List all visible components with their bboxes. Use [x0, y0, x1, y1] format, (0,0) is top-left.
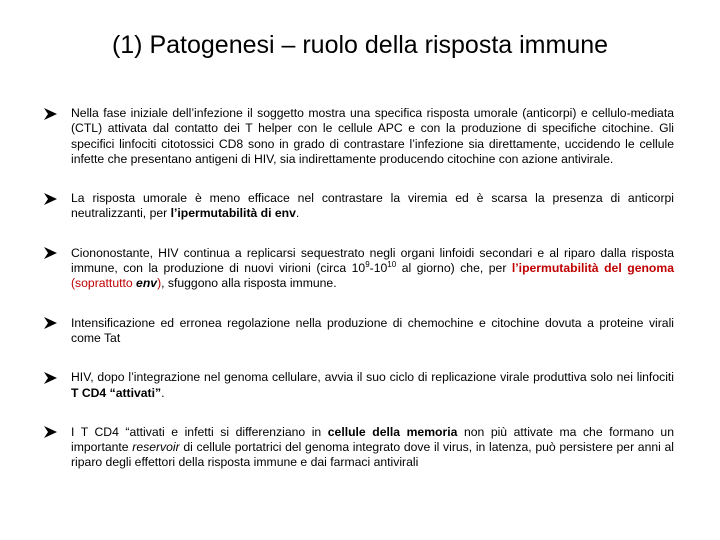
bullet-item-6	[44, 425, 674, 471]
bullet-emphasis: T CD4 “attivati”	[71, 385, 162, 400]
bullet-text: non più attivate ma che formano un importante	[71, 424, 674, 455]
bullet-text: HIV, dopo l’integrazione nel genoma cellulare, avvia il suo ciclo di replicazione virale produttiva solo nei linfociti	[71, 370, 674, 385]
bullet-list	[44, 106, 674, 471]
superscript: 10	[387, 260, 397, 270]
bullet-text: Intensificazione ed erronea regolazione nella produzione di chemochine e citochine dovuta a proteine virali come Tat	[71, 315, 674, 345]
bullet-text: al giorno) che, per	[396, 261, 512, 276]
arrow-bullet-icon	[44, 191, 58, 206]
bullet-item-1	[44, 106, 674, 167]
red-text: )	[157, 276, 162, 291]
bullet-item-5	[44, 370, 674, 401]
bullet-text: Ciononostante, HIV continua a replicarsi sequestrato negli organi linfoidi secondari e al riparo dalla risposta immune, con la produzione di nuovi virioni (circa 10	[71, 245, 674, 276]
bullet-text: .	[161, 385, 165, 400]
bullet-item-4	[44, 316, 674, 347]
bullet-italic: reservoir	[132, 440, 180, 455]
bullet-item-3	[44, 246, 674, 292]
bullet-text: .	[295, 206, 300, 221]
superscript: 9	[365, 260, 370, 270]
bullet-text: , sfuggono alla risposta immune.	[161, 276, 337, 291]
bullet-emphasis: cellule della memoria	[327, 424, 458, 439]
arrow-bullet-icon	[44, 106, 58, 121]
red-emphasis: l’ipermutabilità del genoma	[511, 261, 674, 276]
bullet-text: -10	[369, 261, 388, 276]
bullet-item-2	[44, 191, 674, 222]
arrow-bullet-icon	[44, 316, 58, 331]
red-text: (soprattutto	[71, 276, 137, 291]
bullet-text: di cellule portatrici del genoma integrato dove il virus, in latenza, può persistere per anni al riparo degli effettori della risposta immune e dai farmaci antivirali	[71, 440, 675, 470]
bullet-text: Nella fase iniziale dell’infezione il soggetto mostra una specifica risposta umorale (anticorpi) e cellulo-mediata (CTL) attivata dal contatto dei T helper con le cellule APC e con la produzione di specifiche citochine. Gli specifici linfociti citotossici CD8 sono in grado di contrastare l’infezione sia direttamente, uccidendo le cellule infette che presentano antigeni di HIV, sia indirettamente producendo citochine con azione antivirale.	[71, 106, 674, 166]
bullet-text: I T CD4 “attivati e infetti si differenziano in	[71, 424, 328, 439]
bullet-emphasis: l’ipermutabilità di env	[170, 206, 296, 221]
arrow-bullet-icon	[44, 425, 58, 440]
bullet-text: La risposta umorale è meno efficace nel contrastare la viremia ed è scarsa la presenza di anticorpi neutralizzanti, per	[71, 191, 674, 221]
arrow-bullet-icon	[44, 370, 58, 385]
arrow-bullet-icon	[44, 246, 58, 261]
env-emphasis: env	[136, 276, 158, 291]
slide-title: (1) Patogenesi – ruolo della risposta immune	[111, 31, 609, 59]
